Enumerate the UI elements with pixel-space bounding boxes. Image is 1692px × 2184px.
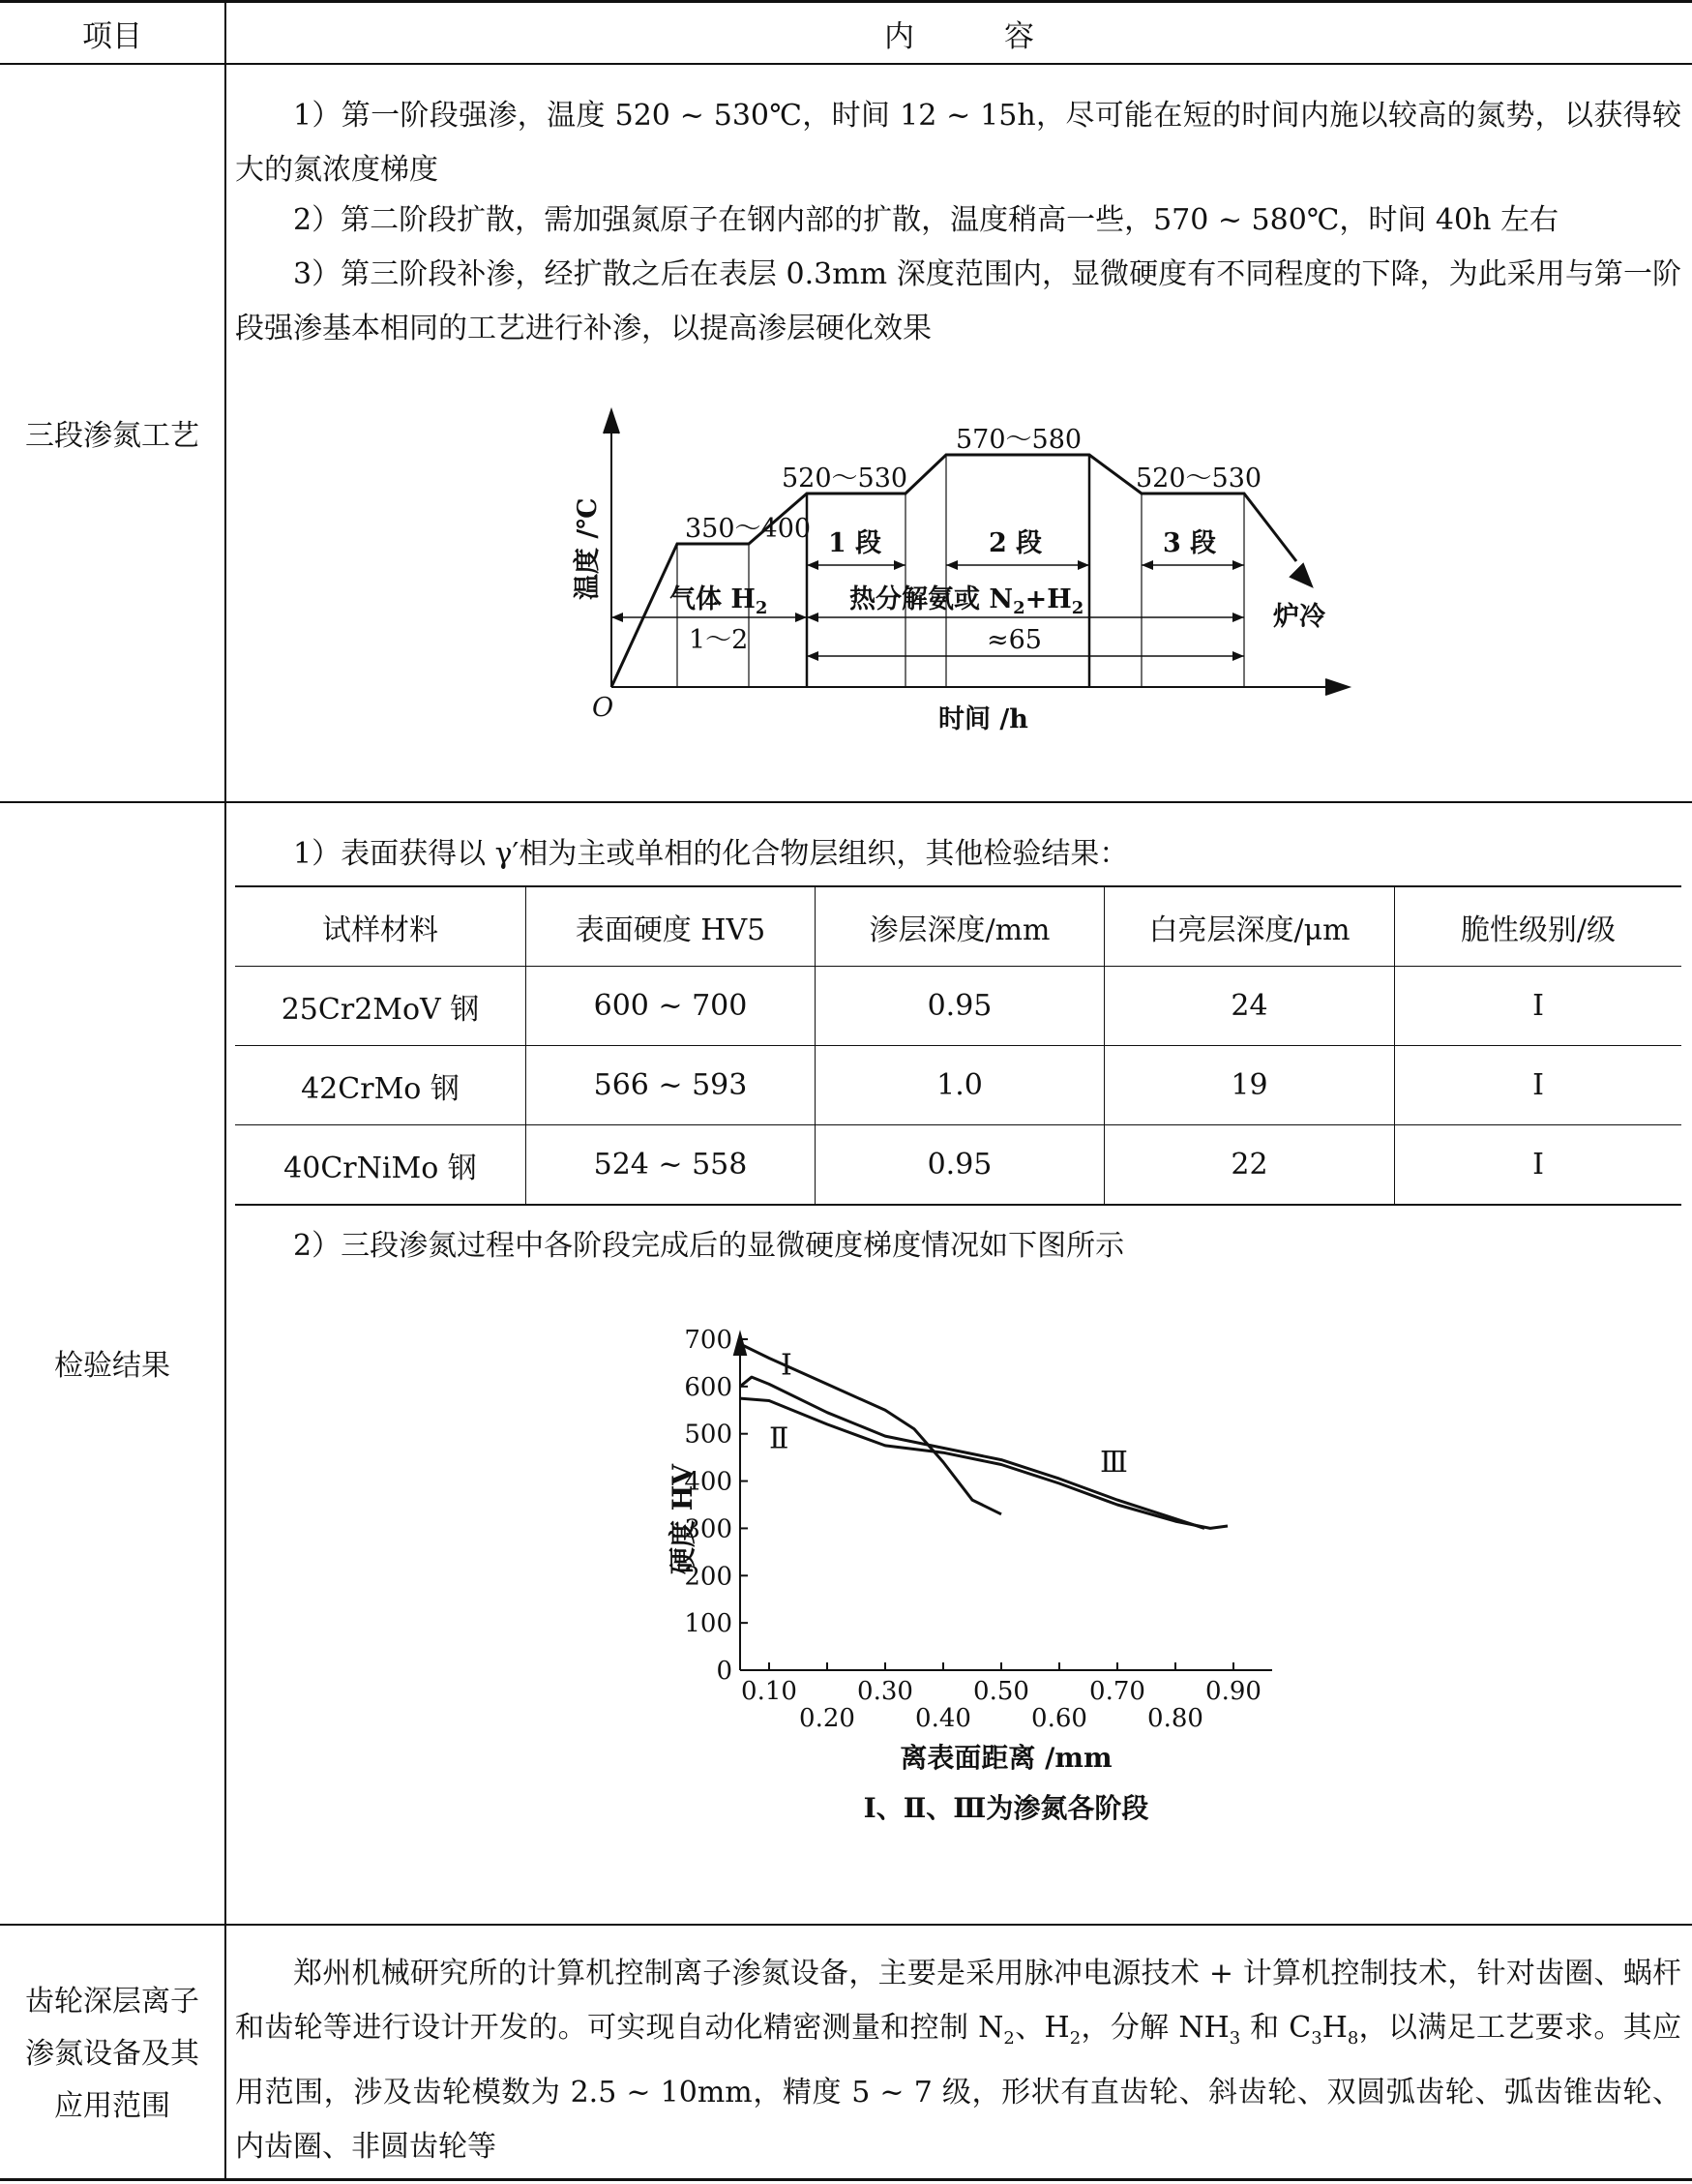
table-row xyxy=(235,1046,1681,1125)
nitriding-process-diagram xyxy=(551,397,1364,745)
preheat-time-label: 1～2 xyxy=(689,625,749,655)
hardness-gradient-chart xyxy=(634,1326,1282,1839)
series-line-2 xyxy=(740,1377,1204,1528)
cell-material: 42CrMo 钢 xyxy=(235,1046,526,1125)
th-material: 试样材料 xyxy=(235,886,526,967)
x-tick-label: 0.20 xyxy=(799,1704,855,1733)
y-tick-label: 700 xyxy=(684,1326,732,1355)
th-brittleness: 脆性级别/级 xyxy=(1395,886,1682,967)
para-stage3: 3）第三阶段补渗，经扩散之后在表层 0.3mm 深度范围内，显微硬度有不同程度的下降，为此采用与第一阶段强渗基本相同的工艺进行补渗，以提高渗层硬化效果 xyxy=(235,257,1681,345)
total-time-label: ≈65 xyxy=(987,625,1042,655)
cell-brittleness: Ⅰ xyxy=(1395,1046,1682,1125)
header-item: 项目 xyxy=(82,19,142,54)
stage2-label: 2 段 xyxy=(989,528,1043,558)
cell-hardness: 566 ~ 593 xyxy=(526,1046,816,1125)
cell-material: 25Cr2MoV 钢 xyxy=(235,967,526,1046)
series-line-3 xyxy=(740,1398,1228,1528)
para-stage2: 2）第二阶段扩散，需加强氮原子在钢内部的扩散，温度稍高一些，570 ~ 580℃，时间 40h 左右 xyxy=(293,203,1558,237)
row1-rule xyxy=(0,801,1692,803)
column-divider xyxy=(224,0,226,2181)
gas-h2-label: 气体 $H_2$ xyxy=(669,584,768,618)
x-tick-label: 0.80 xyxy=(1147,1704,1203,1733)
row-label-inspection: 检验结果 xyxy=(54,1349,170,1383)
inspection-table xyxy=(235,885,1681,1206)
x-tick-label: 0.50 xyxy=(973,1677,1029,1706)
stage1-temp-label: 520～530 xyxy=(782,464,908,494)
x-tick-label: 0.10 xyxy=(741,1677,797,1706)
y-tick-label: 0 xyxy=(716,1657,732,1686)
stage2-temp-label: 570～580 xyxy=(956,425,1083,455)
y-tick-label: 600 xyxy=(684,1372,732,1402)
y-tick-label: 100 xyxy=(684,1609,732,1639)
inspection-outro: 2）三段渗氮过程中各阶段完成后的显微硬度梯度情况如下图所示 xyxy=(293,1229,1125,1263)
row-label-equipment xyxy=(0,1976,224,2133)
y-tick-label: 200 xyxy=(684,1562,732,1592)
y-axis-arrow xyxy=(604,410,619,434)
row-label-three-stage: 三段渗氮工艺 xyxy=(25,419,199,453)
x-tick-label: 0.90 xyxy=(1205,1677,1262,1706)
y-tick-label: 400 xyxy=(684,1467,732,1497)
cell-brittleness: Ⅰ xyxy=(1395,967,1682,1046)
table-header-row xyxy=(235,886,1681,967)
x-tick-label: 0.60 xyxy=(1031,1704,1087,1733)
series-label-1: Ⅰ xyxy=(781,1348,792,1383)
table-row xyxy=(235,1125,1681,1206)
chart-x-label: 离表面距离 /mm xyxy=(900,1742,1113,1774)
th-white-layer: 白亮层深度/μm xyxy=(1105,886,1395,967)
series-label-2: Ⅱ xyxy=(769,1421,789,1456)
th-case-depth: 渗层深度/mm xyxy=(816,886,1105,967)
cooling-arrow-head xyxy=(1291,564,1312,586)
label-line: 渗氮设备及其 xyxy=(25,2037,199,2071)
cell-white-layer: 22 xyxy=(1105,1125,1395,1206)
table-top-rule xyxy=(0,0,1692,3)
chart-caption: Ⅰ、Ⅱ、Ⅲ为渗氮各阶段 xyxy=(863,1792,1149,1824)
th-hardness: 表面硬度 HV5 xyxy=(526,886,816,967)
cell-brittleness: Ⅰ xyxy=(1395,1125,1682,1206)
chart-y-label: 硬度 HV xyxy=(667,1464,698,1574)
stage1-label: 1 段 xyxy=(828,528,882,558)
table-row xyxy=(235,967,1681,1046)
row2-rule xyxy=(0,1924,1692,1926)
table-bottom-rule xyxy=(0,2178,1692,2181)
stage3-temp-label: 520～530 xyxy=(1136,464,1262,494)
cell-hardness: 524 ~ 558 xyxy=(526,1125,816,1206)
y-tick-label: 500 xyxy=(684,1420,732,1450)
inspection-intro: 1）表面获得以 γ′相为主或单相的化合物层组织，其他检验结果： xyxy=(293,837,1129,871)
cell-case-depth: 1.0 xyxy=(816,1046,1105,1125)
x-axis-arrow xyxy=(1325,679,1349,695)
cell-white-layer: 19 xyxy=(1105,1046,1395,1125)
cell-case-depth: 0.95 xyxy=(816,967,1105,1046)
gas-main-label: 热分解氨或 $N_2+H_2$ xyxy=(849,584,1084,618)
label-line: 齿轮深层离子 xyxy=(25,1985,199,2019)
cell-material: 40CrNiMo 钢 xyxy=(235,1125,526,1206)
label-line: 应用范围 xyxy=(54,2089,170,2123)
x-tick-label: 0.70 xyxy=(1089,1677,1145,1706)
preheat-temp-label: 350～400 xyxy=(685,514,812,544)
cell-hardness: 600 ~ 700 xyxy=(526,967,816,1046)
stage3-label: 3 段 xyxy=(1163,528,1217,558)
header-content: 内 容 xyxy=(884,19,1034,54)
origin-label: O xyxy=(592,693,614,723)
equipment-paragraph: 郑州机械研究所的计算机控制离子渗氮设备，主要是采用脉冲电源技术 + 计算机控制技术，针对齿圈、蜗杆和齿轮等进行设计开发的。可实现自动化精密测量和控制 $N_2$、$H_2$，分解 $NH_3$ 和 $C_3H_8$，以满足工艺要求。其应用范围，涉及齿轮模数为 2.5 ~ 10mm，精度 5 ~ 7 级，形状有直齿轮、斜齿轮、双圆弧齿轮、弧齿锥齿轮、内齿圈、非圆齿轮等 xyxy=(235,1957,1681,2164)
x-axis-label: 时间 /h xyxy=(938,704,1028,734)
series-label-3: Ⅲ xyxy=(1100,1445,1128,1480)
header-rule xyxy=(0,63,1692,65)
x-tick-label: 0.40 xyxy=(915,1704,971,1733)
cell-white-layer: 24 xyxy=(1105,967,1395,1046)
para-stage1: 1）第一阶段强渗，温度 520 ~ 530℃，时间 12 ~ 15h，尽可能在短的时间内施以较高的氮势，以获得较大的氮浓度梯度 xyxy=(235,99,1681,187)
y-axis-label: 温度 /℃ xyxy=(573,497,603,600)
x-tick-label: 0.30 xyxy=(857,1677,913,1706)
cooling-label: 炉冷 xyxy=(1273,602,1325,632)
cell-case-depth: 0.95 xyxy=(816,1125,1105,1206)
y-tick-label: 300 xyxy=(684,1514,732,1544)
